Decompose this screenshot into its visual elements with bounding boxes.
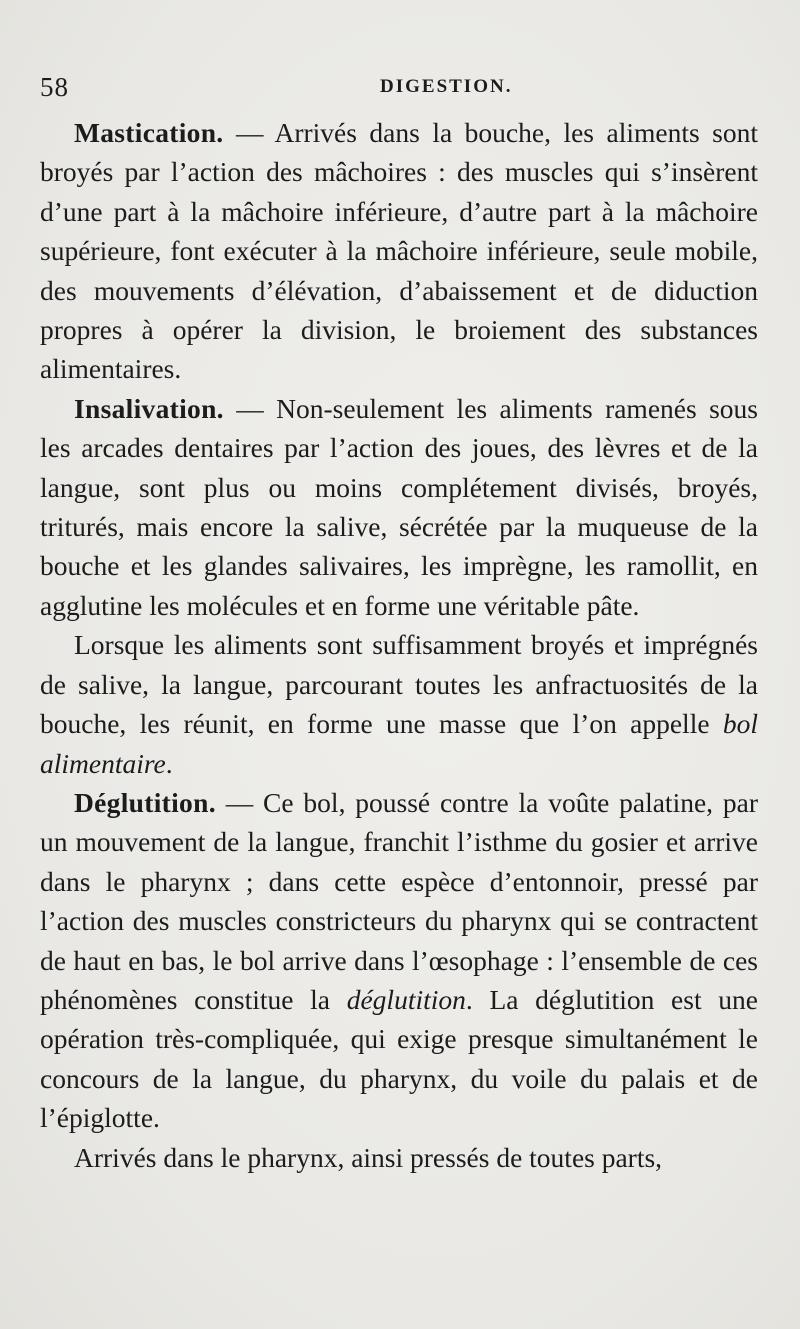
- paragraph-insalivation: [40, 389, 758, 625]
- paragraph-bol-alimentaire: [40, 625, 758, 783]
- emphasized-term: bol alimentaire: [40, 708, 758, 779]
- emphasized-term: déglutition: [346, 983, 466, 1015]
- paragraph-text-end: .: [165, 747, 173, 779]
- page-header: [40, 72, 760, 106]
- paragraph-mastication: [40, 113, 758, 389]
- paragraph-text: — Arrivés dans la bouche, les aliments sont broyés par l’action des mâchoires : des muscles qui s’insèrent d’une part à la mâchoire inférieure, d’autre part à la mâchoire supérieure, font exécuter à la mâchoire inférieure, seule mobile, des mouvements d’élévation, d’abaissement et de diduction propres à opérer la division, le broiement des substances alimentaires.: [40, 117, 758, 385]
- paragraph-deglutition: [40, 783, 758, 1138]
- body-text: [40, 113, 758, 1177]
- section-heading-mastication: Mastication.: [74, 117, 224, 148]
- running-title: DIGESTION.: [380, 76, 513, 97]
- section-heading-insalivation: Insalivation.: [74, 392, 224, 424]
- paragraph-text: Arrivés dans le pharynx, ainsi pressés de toutes parts,: [74, 1141, 663, 1173]
- paragraph-continuation: [40, 1138, 758, 1177]
- page-number: 58: [40, 72, 69, 102]
- section-heading-deglutition: Déglutition.: [74, 786, 216, 818]
- paragraph-text-end: . La déglutition est une opération très-compliquée, qui exige presque simultanément le concours de la langue, du pharynx, du voile du palais et de l’épiglotte.: [40, 983, 759, 1134]
- paragraph-text: Lorsque les aliments sont suffisamment broyés et imprégnés de salive, la langue, parcourant toutes les anfractuosités de la bouche, les réunit, en forme une masse que l’on appelle: [40, 629, 758, 740]
- paragraph-text: — Non-seulement les aliments ramenés sous les arcades dentaires par l’action des joues, des lèvres et de la langue, sont plus ou moins complétement divisés, broyés, triturés, mais encore la salive, sécrétée par la muqueuse de la bouche et les glandes salivaires, les imprègne, les ramollit, en agglutine les molécules et en forme une véritable pâte.: [40, 392, 758, 621]
- paragraph-text: — Ce bol, poussé contre la voûte palatine, par un mouvement de la langue, franchit l’isthme du gosier et arrive dans le pharynx ; dans cette espèce d’entonnoir, pressé par l’action des muscles constricteurs du pharynx qui se contractent de haut en bas, le bol arrive dans l’œsophage : l’ensemble de ces phénomènes constitue la: [40, 786, 758, 1015]
